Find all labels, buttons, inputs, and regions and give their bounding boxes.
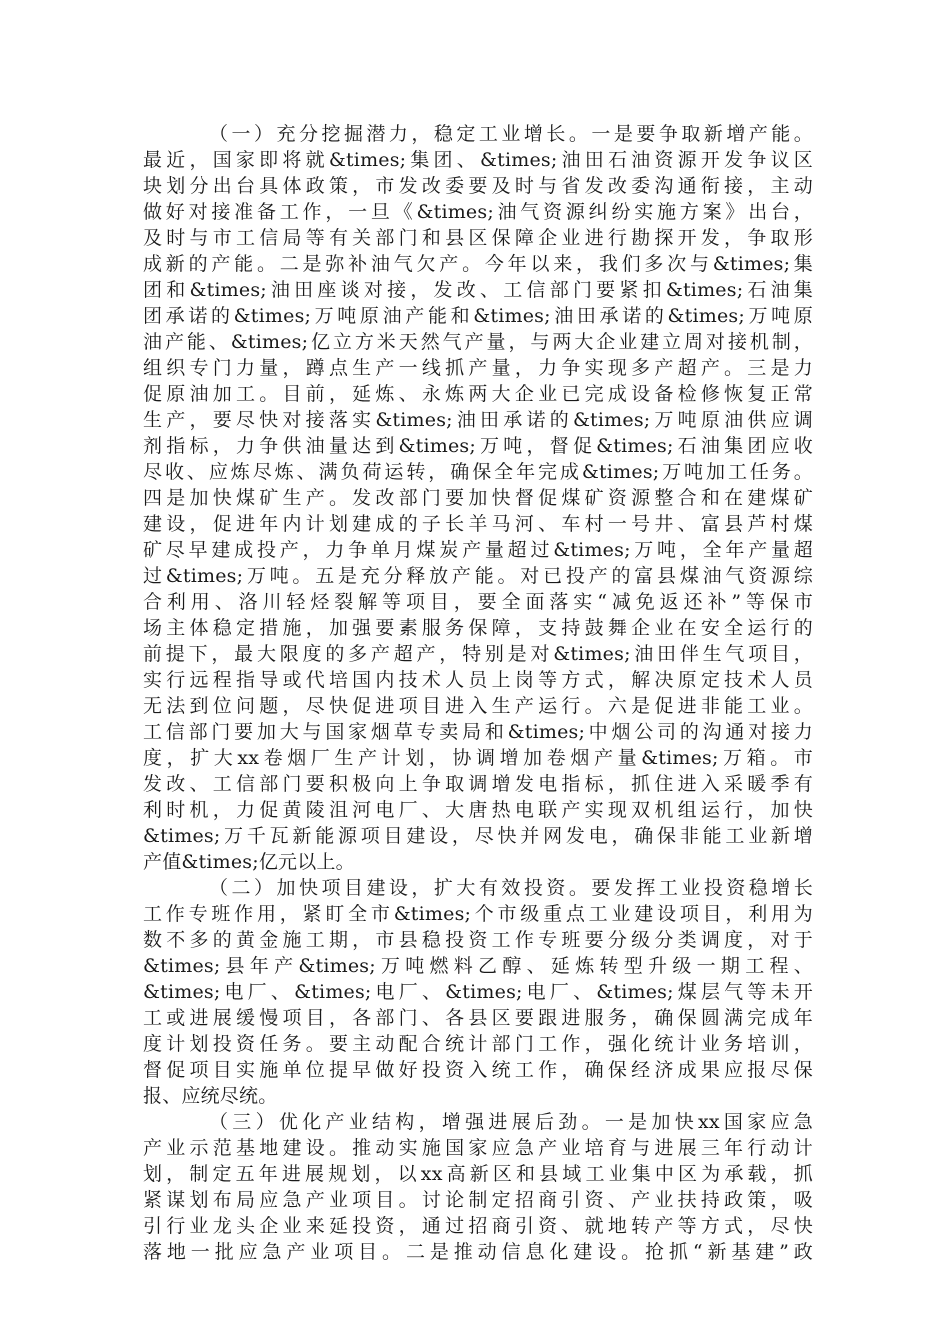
text-line: 利时机，力促黄陵沮河电厂、大唐热电联产实现双机组运行，加快 — [143, 799, 813, 821]
text-line: 实行远程指导或代培国内技术人员上岗等方式，解决原定技术人员 — [143, 669, 813, 691]
text-line: 报、应统尽统。 — [143, 1085, 278, 1107]
text-line: 度计划投资任务。要主动配合统计部门工作，强化统计业务培训， — [143, 1033, 813, 1055]
paragraph-first-line: （一）充分挖掘潜力，稳定工业增长。一是要争取新增产能。 — [209, 123, 813, 145]
text-line: 工或进展缓慢项目，各部门、各县区要跟进服务，确保圆满完成年 — [143, 1007, 813, 1029]
text-line: 生产，要尽快对接落实&times;油田承诺的&times;万吨原油供应调 — [143, 409, 813, 431]
text-line: 发改、工信部门要积极向上争取调增发电指标，抓住进入采暖季有 — [143, 773, 813, 795]
text-line: 建设，促进年内计划建成的子长羊马河、车村一号井、富县芦村煤 — [143, 513, 813, 535]
text-line: 场主体稳定措施，加强要素服务保障，支持鼓舞企业在安全运行的 — [143, 617, 813, 639]
text-line: &times;县年产&times;万吨燃料乙醇、延炼转型升级一期工程、 — [143, 955, 813, 977]
document-body — [143, 121, 813, 1265]
text-line: 四是加快煤矿生产。发改部门要加快督促煤矿资源整合和在建煤矿 — [143, 487, 813, 509]
text-line: 产业示范基地建设。推动实施国家应急产业培育与进展三年行动计 — [143, 1137, 813, 1159]
text-line: &times;万千瓦新能源项目建设，尽快并网发电，确保非能工业新增 — [143, 825, 813, 847]
text-line: 最近，国家即将就&times;集团、&times;油田石油资源开发争议区 — [143, 149, 813, 171]
text-line: 紧谋划布局应急产业项目。讨论制定招商引资、产业扶持政策，吸 — [143, 1189, 813, 1211]
paragraph-first-line: （二）加快项目建设，扩大有效投资。要发挥工业投资稳增长 — [209, 877, 813, 899]
text-line: 过&times;万吨。五是充分释放产能。对已投产的富县煤油气资源综 — [143, 565, 813, 587]
text-line: 前提下，最大限度的多产超产，特别是对&times;油田伴生气项目， — [143, 643, 813, 665]
paragraph-first-line: （三）优化产业结构，增强进展后劲。一是加快xx国家应急 — [209, 1111, 813, 1133]
text-line: 矿尽早建成投产，力争单月煤炭产量超过&times;万吨，全年产量超 — [143, 539, 813, 561]
text-line: 工信部门要加大与国家烟草专卖局和&times;中烟公司的沟通对接力 — [143, 721, 813, 743]
text-line: 及时与市工信局等有关部门和县区保障企业进行勘探开发，争取形 — [143, 227, 813, 249]
text-line: 无法到位问题，尽快促进项目进入生产运行。六是促进非能工业。 — [143, 695, 813, 717]
text-line: 尽收、应炼尽炼、满负荷运转，确保全年完成&times;万吨加工任务。 — [143, 461, 813, 483]
text-line: 成新的产能。二是弥补油气欠产。今年以来，我们多次与&times;集 — [143, 253, 813, 275]
text-line: 块划分出台具体政策，市发改委要及时与省发改委沟通衔接，主动 — [143, 175, 813, 197]
text-line: 数不多的黄金施工期，市县稳投资工作专班要分级分类调度，对于 — [143, 929, 813, 951]
text-line: 团承诺的&times;万吨原油产能和&times;油田承诺的&times;万吨原 — [143, 305, 813, 327]
text-line: 组织专门力量，蹲点生产一线抓产量，力争实现多产超产。三是力 — [143, 357, 813, 379]
text-line: 做好对接准备工作，一旦《&times;油气资源纠纷实施方案》出台， — [143, 201, 813, 223]
text-line: 促原油加工。目前，延炼、永炼两大企业已完成设备检修恢复正常 — [143, 383, 813, 405]
text-line: 督促项目实施单位提早做好投资入统工作，确保经济成果应报尽保 — [143, 1059, 813, 1081]
text-line: 引行业龙头企业来延投资，通过招商引资、就地转产等方式，尽快 — [143, 1215, 813, 1237]
text-line: &times;电厂、&times;电厂、&times;电厂、&times;煤层气等未开 — [143, 981, 813, 1003]
text-line: 合利用、洛川轻烃裂解等项目，要全面落实“减免返还补”等保市 — [143, 591, 813, 613]
text-line: 团和&times;油田座谈对接，发改、工信部门要紧扣&times;石油集 — [143, 279, 813, 301]
text-line: 产值&times;亿元以上。 — [143, 851, 355, 873]
text-line: 工作专班作用，紧盯全市&times;个市级重点工业建设项目，利用为 — [143, 903, 813, 925]
text-line: 油产能、&times;亿立方米天然气产量，与两大企业建立周对接机制， — [143, 331, 813, 353]
text-line: 划，制定五年进展规划，以xx高新区和县域工业集中区为承载，抓 — [143, 1163, 813, 1185]
text-line: 剂指标，力争供油量达到&times;万吨，督促&times;石油集团应收 — [143, 435, 813, 457]
text-line: 度，扩大xx卷烟厂生产计划，协调增加卷烟产量&times;万箱。市 — [143, 747, 813, 769]
text-line: 落地一批应急产业项目。二是推动信息化建设。抢抓“新基建”政 — [143, 1241, 813, 1263]
